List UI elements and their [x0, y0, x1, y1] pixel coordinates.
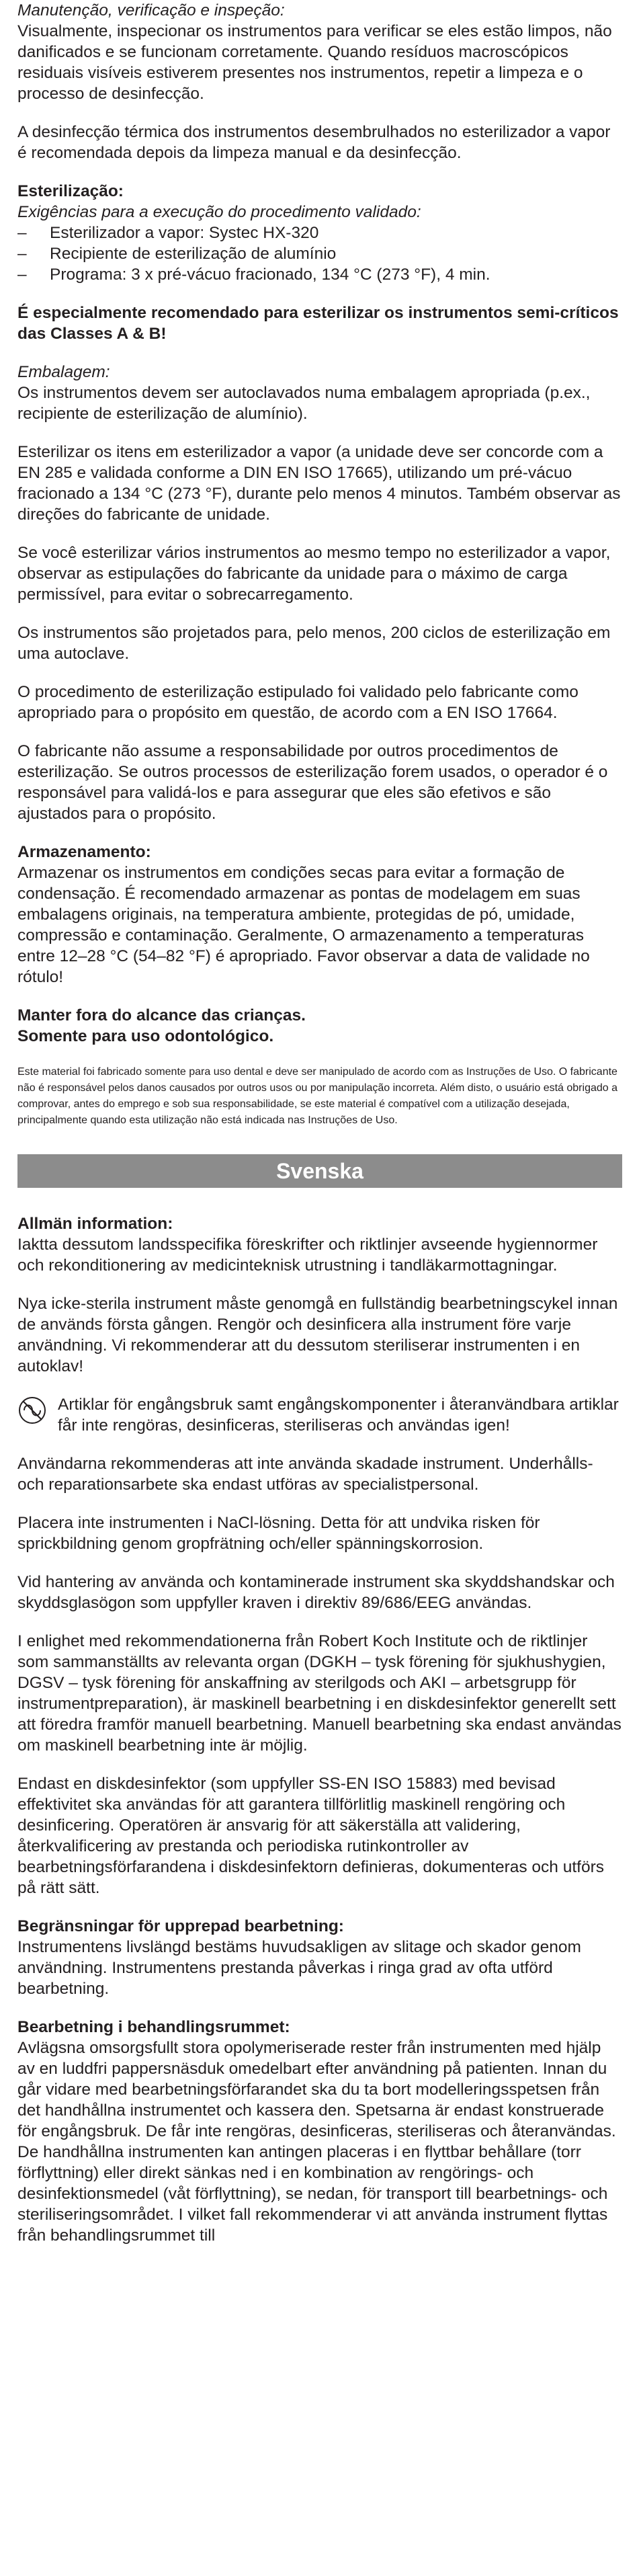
multiple-instruments-paragraph: Se você esterilizar vários instrumentos ao mesmo tempo no esterilizador a vapor, observar as estipulações do fabricante da unidade para o máximo de carga permissível, para evitar o sobrecarregamento.	[17, 544, 611, 604]
reprocessing-limits-heading: Begränsningar för upprepad bearbetning:	[17, 1917, 344, 1935]
list-item	[17, 264, 622, 285]
thermal-disinfection-paragraph: A desinfecção térmica dos instrumentos desembrulhados no esterilizador a vapor é recomendada depois da limpeza manual e da desinfecção.	[17, 123, 611, 162]
dash-bullet: –	[17, 245, 27, 263]
maintenance-block	[17, 0, 622, 104]
children-warning: Manter fora do alcance das crianças.	[17, 1006, 306, 1024]
list-item	[17, 243, 622, 264]
single-use-warning	[17, 1394, 622, 1436]
maintenance-heading: Manutenção, verificação e inspeção:	[17, 1, 285, 19]
list-item-text: Programa: 3 x pré-vácuo fracionado, 134 °C (273 °F), 4 min.	[50, 266, 490, 284]
maintenance-paragraph: Visualmente, inspecionar os instrumentos para verificar se eles estão limpos, não danificados e se funcionam corretamente. Quando resíduos macroscópicos residuais visíveis estiverem presentes nos instrumentos, repetir a limpeza e o processo de desinfecção.	[17, 22, 612, 103]
swedish-section	[17, 1213, 622, 2246]
list-item-text: Esterilizador a vapor: Systec HX-320	[50, 224, 319, 242]
storage-heading: Armazenamento:	[17, 843, 151, 861]
list-item-text: Recipiente de esterilização de alumínio	[50, 245, 337, 263]
damaged-instruments-paragraph: Användarna rekommenderas att inte använda skadade instrument. Underhålls- och reparationsarbete ska endast utföras av specialistpersonal.	[17, 1455, 593, 1494]
packaging-block	[17, 362, 622, 424]
responsibility-paragraph: O fabricante não assume a responsabilidade por outros procedimentos de esterilização. Se outros processos de esterilização forem usados, o operador é o responsável para validá-los e para assegurar que eles são efetivos e são ajustados para o propósito.	[17, 742, 608, 823]
packaging-heading: Embalagem:	[17, 363, 110, 381]
treatment-room-block	[17, 2017, 622, 2246]
class-recommendation: É especialmente recomendado para esterilizar os instrumentos semi-críticos das Classes A & B!	[17, 304, 619, 343]
reprocessing-limits-block	[17, 1916, 622, 1999]
rki-paragraph: I enlighet med rekommendationerna från Robert Koch Institute och de riktlinjer som sammanställts av relevanta organ (DGKH – tysk förening för sjukhushygien, DGSV – tysk förening för anskaffning av sterilgods och AKI – arbetsgrupp för instrumentpreparation), är maskinell bearbetning i en diskdesinfektor generellt sett att föredra framför manuell bearbetning. Manuell bearbetning ska endast användas om maskinell bearbetning inte är möjlig.	[17, 1632, 622, 1755]
single-use-paragraph: Artiklar för engångsbruk samt engångskomponenter i återanvändbara artiklar får inte rengöras, desinficeras, steriliseras och användas igen!	[58, 1396, 619, 1435]
reprocessing-limits-paragraph: Instrumentens livslängd bestäms huvudsakligen av slitage och skador genom användning. Instrumentens prestanda påverkas i ringa grad av ofta utförd bearbetning.	[17, 1938, 581, 1998]
dash-bullet: –	[17, 266, 27, 284]
packaging-paragraph: Os instrumentos devem ser autoclavados numa embalagem apropriada (p.ex., recipiente de esterilização de alumínio).	[17, 384, 591, 423]
storage-block	[17, 842, 622, 988]
washer-disinfector-paragraph: Endast en diskdesinfektor (som uppfyller SS-EN ISO 15883) med bevisad effektivitet ska användas för att garantera tillförlitlig maskinell rengöring och desinficering. Operatören är ansvarig för att säkerställa att validering, återkvalificering av prestanda och periodiska rutinkontroller av bearbetningsförfarandena i diskdesinfektorn definieras, dokumenteras och utförs på rätt sätt.	[17, 1775, 604, 1897]
general-info-block	[17, 1213, 622, 1276]
nacl-paragraph: Placera inte instrumenten i NaCl-lösning. Detta för att undvika risken för sprickbildning genom gropfrätning och/eller spänningskorrosion.	[17, 1514, 540, 1553]
storage-paragraph: Armazenar os instrumentos em condições secas para evitar a formação de condensação. É recomendado armazenar as pontas de modelagem em suas embalagens originais, na temperatura ambiente, protegidas de pó, umidade, compressão e contaminação. Geralmente, O armazenamento a temperaturas entre 12–28 °C (54–82 °F) é apropriado. Favor observar a data de validade no rótulo!	[17, 864, 590, 986]
sterilization-requirements-list	[17, 223, 622, 285]
warnings-block	[17, 1005, 622, 1047]
language-banner-label: Svenska	[276, 1159, 364, 1183]
document-page	[17, 0, 622, 2263]
sterilization-heading: Esterilização:	[17, 182, 124, 200]
validation-paragraph: O procedimento de esterilização estipulado foi validado pelo fabricante como apropriado para o propósito em questão, de acordo com a EN ISO 17664.	[17, 683, 579, 722]
dental-use-warning: Somente para uso odontológico.	[17, 1027, 274, 1045]
do-not-reuse-icon	[17, 1396, 47, 1425]
dash-bullet: –	[17, 224, 27, 242]
language-banner	[17, 1154, 622, 1188]
general-info-paragraph: Iaktta dessutom landsspecifika föreskrifter och riktlinjer avseende hygiennormer och rekonditionering av medicinteknisk utrustning i tandläkarmottagningar.	[17, 1236, 598, 1275]
portuguese-section	[17, 0, 622, 1129]
treatment-room-heading: Bearbetning i behandlingsrummet:	[17, 2018, 290, 2036]
sterilization-block	[17, 181, 622, 285]
steam-sterilizer-paragraph: Esterilizar os itens em esterilizador a vapor (a unidade deve ser concorde com a EN 285 e validada conforme a DIN EN ISO 17665), utilizando um pré-vácuo fracionado a 134 °C (273 °F), durante pelo menos 4 minutos. Também observar as direções do fabricante de unidade.	[17, 443, 621, 524]
general-info-heading: Allmän information:	[17, 1215, 173, 1233]
cycles-paragraph: Os instrumentos são projetados para, pelo menos, 200 ciclos de esterilização em uma autoclave.	[17, 624, 611, 663]
disclaimer-paragraph: Este material foi fabricado somente para uso dental e deve ser manipulado de acordo com as Instruções de Uso. O fabricante não é responsável pelos danos causados por outros usos ou por manipulação incorreta. Além disto, o usuário está obrigado a comprovar, antes do emprego e sob sua responsabilidade, se este material é compatível com a utilização desejada, principalmente quando esta utilização não está indicada nas Instruções de Uso.	[17, 1066, 617, 1126]
new-instruments-paragraph: Nya icke-sterila instrument måste genomgå en fullständig bearbetningscykel innan de används första gången. Rengör och desinficera alla instrument före varje användning. Vi rekommenderar att du dessutom steriliserar instrumenten i en autoklav!	[17, 1295, 618, 1375]
list-item	[17, 223, 622, 243]
sterilization-subheading: Exigências para a execução do procedimento validado:	[17, 203, 421, 221]
handling-paragraph: Vid hantering av använda och kontaminerade instrument ska skyddshandskar och skyddsglasögon som uppfyller kraven i direktiv 89/686/EEG användas.	[17, 1573, 615, 1612]
treatment-room-paragraph: Avlägsna omsorgsfullt stora opolymeriserade rester från instrumenten med hjälp av en luddfri pappersnäsduk omedelbart efter användning på patienten. Innan du går vidare med bearbetningsförfarandet ska du ta bort modelleringsspetsen från det handhållna instrumentet och kassera den. Spetsarna är endast konstruerade för engångsbruk. De får inte rengöras, desinficeras, steriliseras och återanvändas. De handhållna instrumenten kan antingen placeras i en flyttbar behållare (torr förflyttning) eller direkt sänkas ned i en kombination av rengörings- och desinfektionsmedel (våt förflyttning), se nedan, för transport till bearbetnings- och steriliseringsområdet. I vilket fall rekommenderar vi att använda instrument flyttas från behandlingsrummet till	[17, 2039, 616, 2245]
